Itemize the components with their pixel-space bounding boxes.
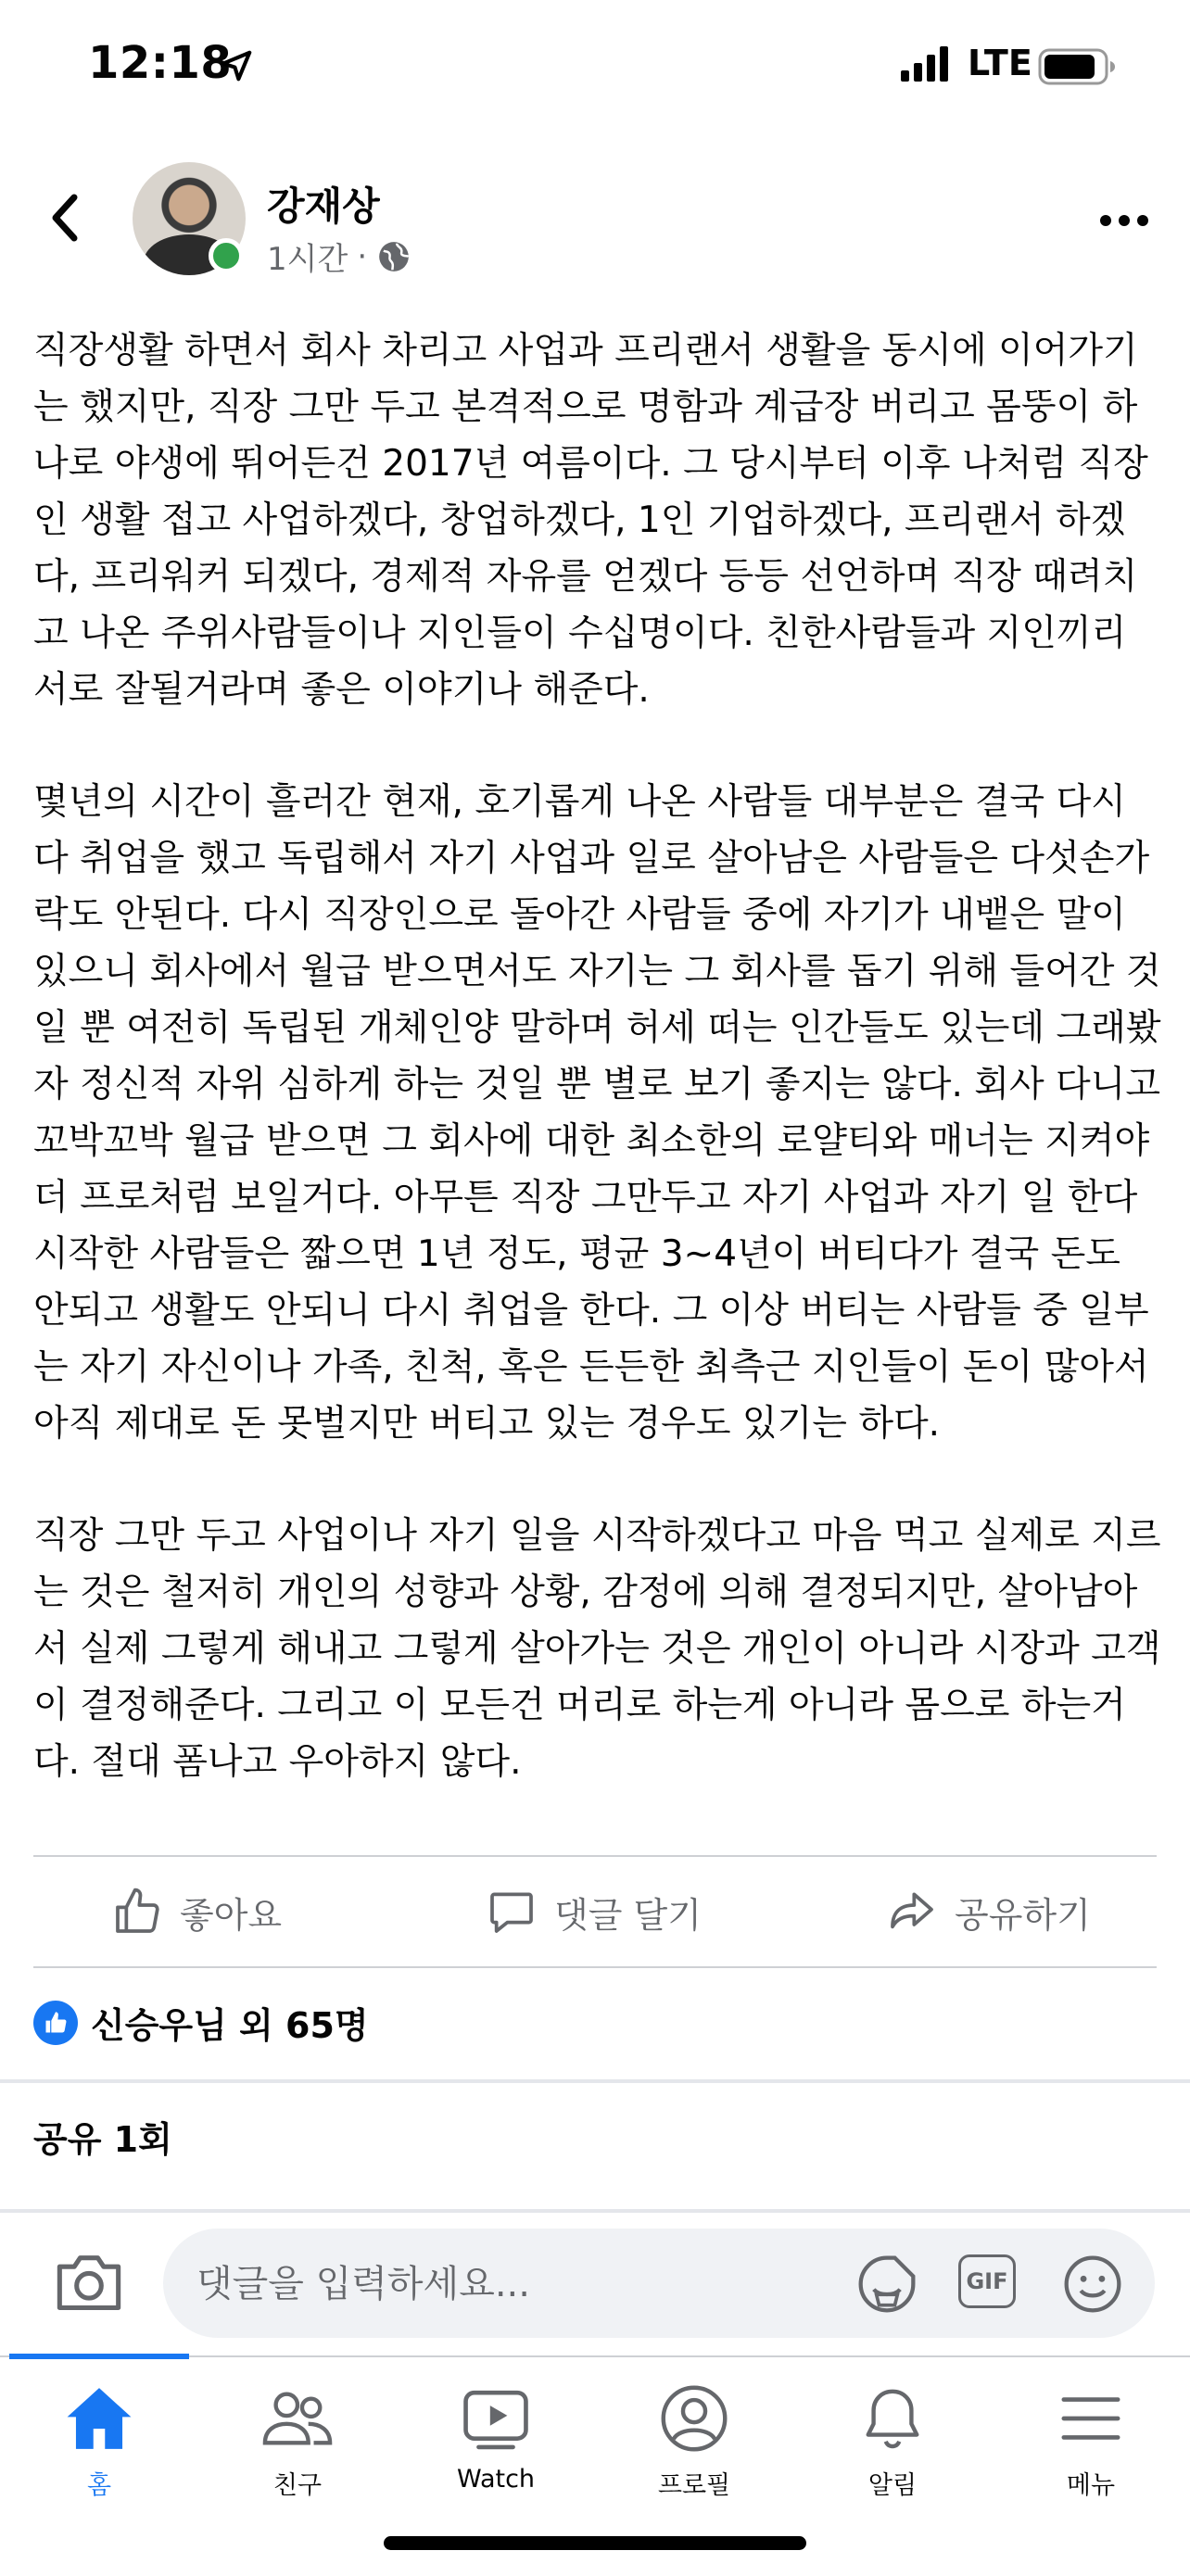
like-button[interactable] <box>111 1857 282 1966</box>
post-paragraph-3: 직장 그만 두고 사업이나 자기 일을 시작하겠다고 마음 먹고 실제로 지르는 것은 철저히 개인의 성향과 상황, 감정에 의해 결정되지만, 살아남아서 실제 그렇게 해내고 그렇게 살아가는 것은 개인이 아니라 시장과 고객이 결정해준다. 그리고 이 모든건 머리로 하는게 아니라 몸으로 하는거다. 절대 폼나고 우아하지 않다. <box>33 1515 1161 1783</box>
tab-label: 알림 <box>867 2471 918 2500</box>
tab-label: 프로필 <box>657 2471 731 2500</box>
comment-button[interactable] <box>486 1857 702 1966</box>
comment-input[interactable] <box>195 2251 791 2317</box>
like-label: 좋아요 <box>180 1894 283 1936</box>
reactions-text: 신승우님 외 65명 <box>91 2005 369 2046</box>
thumbs-up-icon <box>111 1886 163 1938</box>
battery-icon <box>1038 48 1116 85</box>
tab-menu[interactable] <box>992 2357 1190 2524</box>
shares-count[interactable]: 공유 1회 <box>33 2119 172 2160</box>
post-paragraph-2: 몇년의 시간이 흘러간 현재, 호기롭게 나온 사람들 대부분은 결국 다시 다 취업을 했고 독립해서 자기 사업과 일로 살아남은 사람들은 다섯손가락도 안된다. 다시 직장인으로 돌아간 사람들 중에 자기가 내뱉은 말이 있으니 회사에서 월급 받으면서도 자기는 그 회사를 돕기 위해 들어간 것일 뿐 여전히 독립된 개체인양 말하며 허세 떠는 인간들도 있는데 그래봤자 정신적 자위 심하게 하는 것일 뿐 별로 보기 좋지는 않다. 회사 다니고 꼬박꼬박 월급 받으면 그 회사에 대한 최소한의 로얄티와 매너는 지켜야 더 프로처럼 보일거다. 아무튼 직장 그만두고 자기 사업과 자기 일 한다 시작한 사람들은 짧으면 1년 정도, 평균 3~4년이 버티다가 결국 돈도 안되고 생활도 안되니 다시 취업을 한다. 그 이상 버티는 사람들 중 일부는 자기 자신이나 가족, 친척, 혹은 든든한 최측근 지인들이 돈이 많아서 아직 제대로 돈 못벌지만 버티고 있는 경우도 있기는 하다. <box>33 781 1161 1445</box>
comment-input-box[interactable] <box>163 2229 1155 2338</box>
reactions-summary[interactable] <box>33 1997 369 2048</box>
network-type: LTE <box>968 43 1032 83</box>
bell-icon <box>860 2385 925 2452</box>
section-divider <box>0 2079 1190 2083</box>
share-arrow-icon <box>886 1886 938 1938</box>
emoji-icon[interactable] <box>1060 2253 1125 2316</box>
gif-label: GIF <box>966 2268 1008 2294</box>
comment-bubble-icon <box>486 1886 538 1938</box>
watch-icon <box>461 2387 531 2450</box>
tab-watch[interactable] <box>397 2357 595 2524</box>
like-reaction-icon <box>33 2001 78 2045</box>
gif-button[interactable] <box>958 2254 1016 2308</box>
divider <box>33 1966 1157 1968</box>
home-indicator <box>384 2536 806 2550</box>
online-status-dot <box>209 238 244 273</box>
post-paragraph-1: 직장생활 하면서 회사 차리고 사업과 프리랜서 생활을 동시에 이어가기는 했지만, 직장 그만 두고 본격적으로 명함과 계급장 버리고 몸뚱이 하나로 야생에 뛰어든건 2017년 여름이다. 그 당시부터 이후 나처럼 직장인 생활 접고 사업하겠다, 창업하겠다, 1인 기업하겠다, 프리랜서 하겠다, 프리워커 되겠다, 경제적 자유를 얻겠다 등등 선언하며 직장 때려치고 나온 주위사람들이나 지인들이 수십명이다. 친한사람들과 지인끼리 서로 잘될거라며 좋은 이야기나 해준다. <box>33 330 1148 711</box>
post-meta <box>267 234 411 279</box>
tab-label: Watch <box>456 2465 536 2494</box>
status-time: 12:18 <box>88 37 233 89</box>
post-body <box>33 322 1164 1846</box>
comment-label: 댓글 달기 <box>554 1894 702 1936</box>
globe-icon <box>376 239 411 274</box>
sticker-icon[interactable] <box>855 2253 919 2316</box>
tab-profile[interactable] <box>595 2357 793 2524</box>
post-time[interactable]: 1시간 <box>267 241 348 278</box>
camera-icon[interactable] <box>54 2249 124 2314</box>
menu-icon <box>1058 2391 1123 2446</box>
tab-home[interactable] <box>0 2357 198 2524</box>
signal-icon <box>901 46 956 82</box>
status-bar <box>0 0 1190 139</box>
tab-friends[interactable] <box>198 2357 397 2524</box>
tab-notifications[interactable] <box>793 2357 992 2524</box>
home-icon <box>64 2385 134 2452</box>
meta-separator: · <box>357 237 368 275</box>
tab-label: 친구 <box>272 2471 323 2500</box>
tab-label: 메뉴 <box>1066 2471 1116 2500</box>
tab-label: 홈 <box>86 2471 112 2500</box>
share-label: 공유하기 <box>955 1894 1091 1936</box>
author-name[interactable]: 강재상 <box>267 183 380 229</box>
friends-icon <box>262 2388 333 2449</box>
more-options-icon[interactable] <box>1098 211 1150 230</box>
share-button[interactable] <box>886 1857 1091 1966</box>
post-actions <box>33 1857 1157 1966</box>
back-chevron-icon[interactable] <box>46 190 83 246</box>
location-arrow-icon <box>219 48 254 83</box>
profile-icon <box>659 2383 729 2454</box>
